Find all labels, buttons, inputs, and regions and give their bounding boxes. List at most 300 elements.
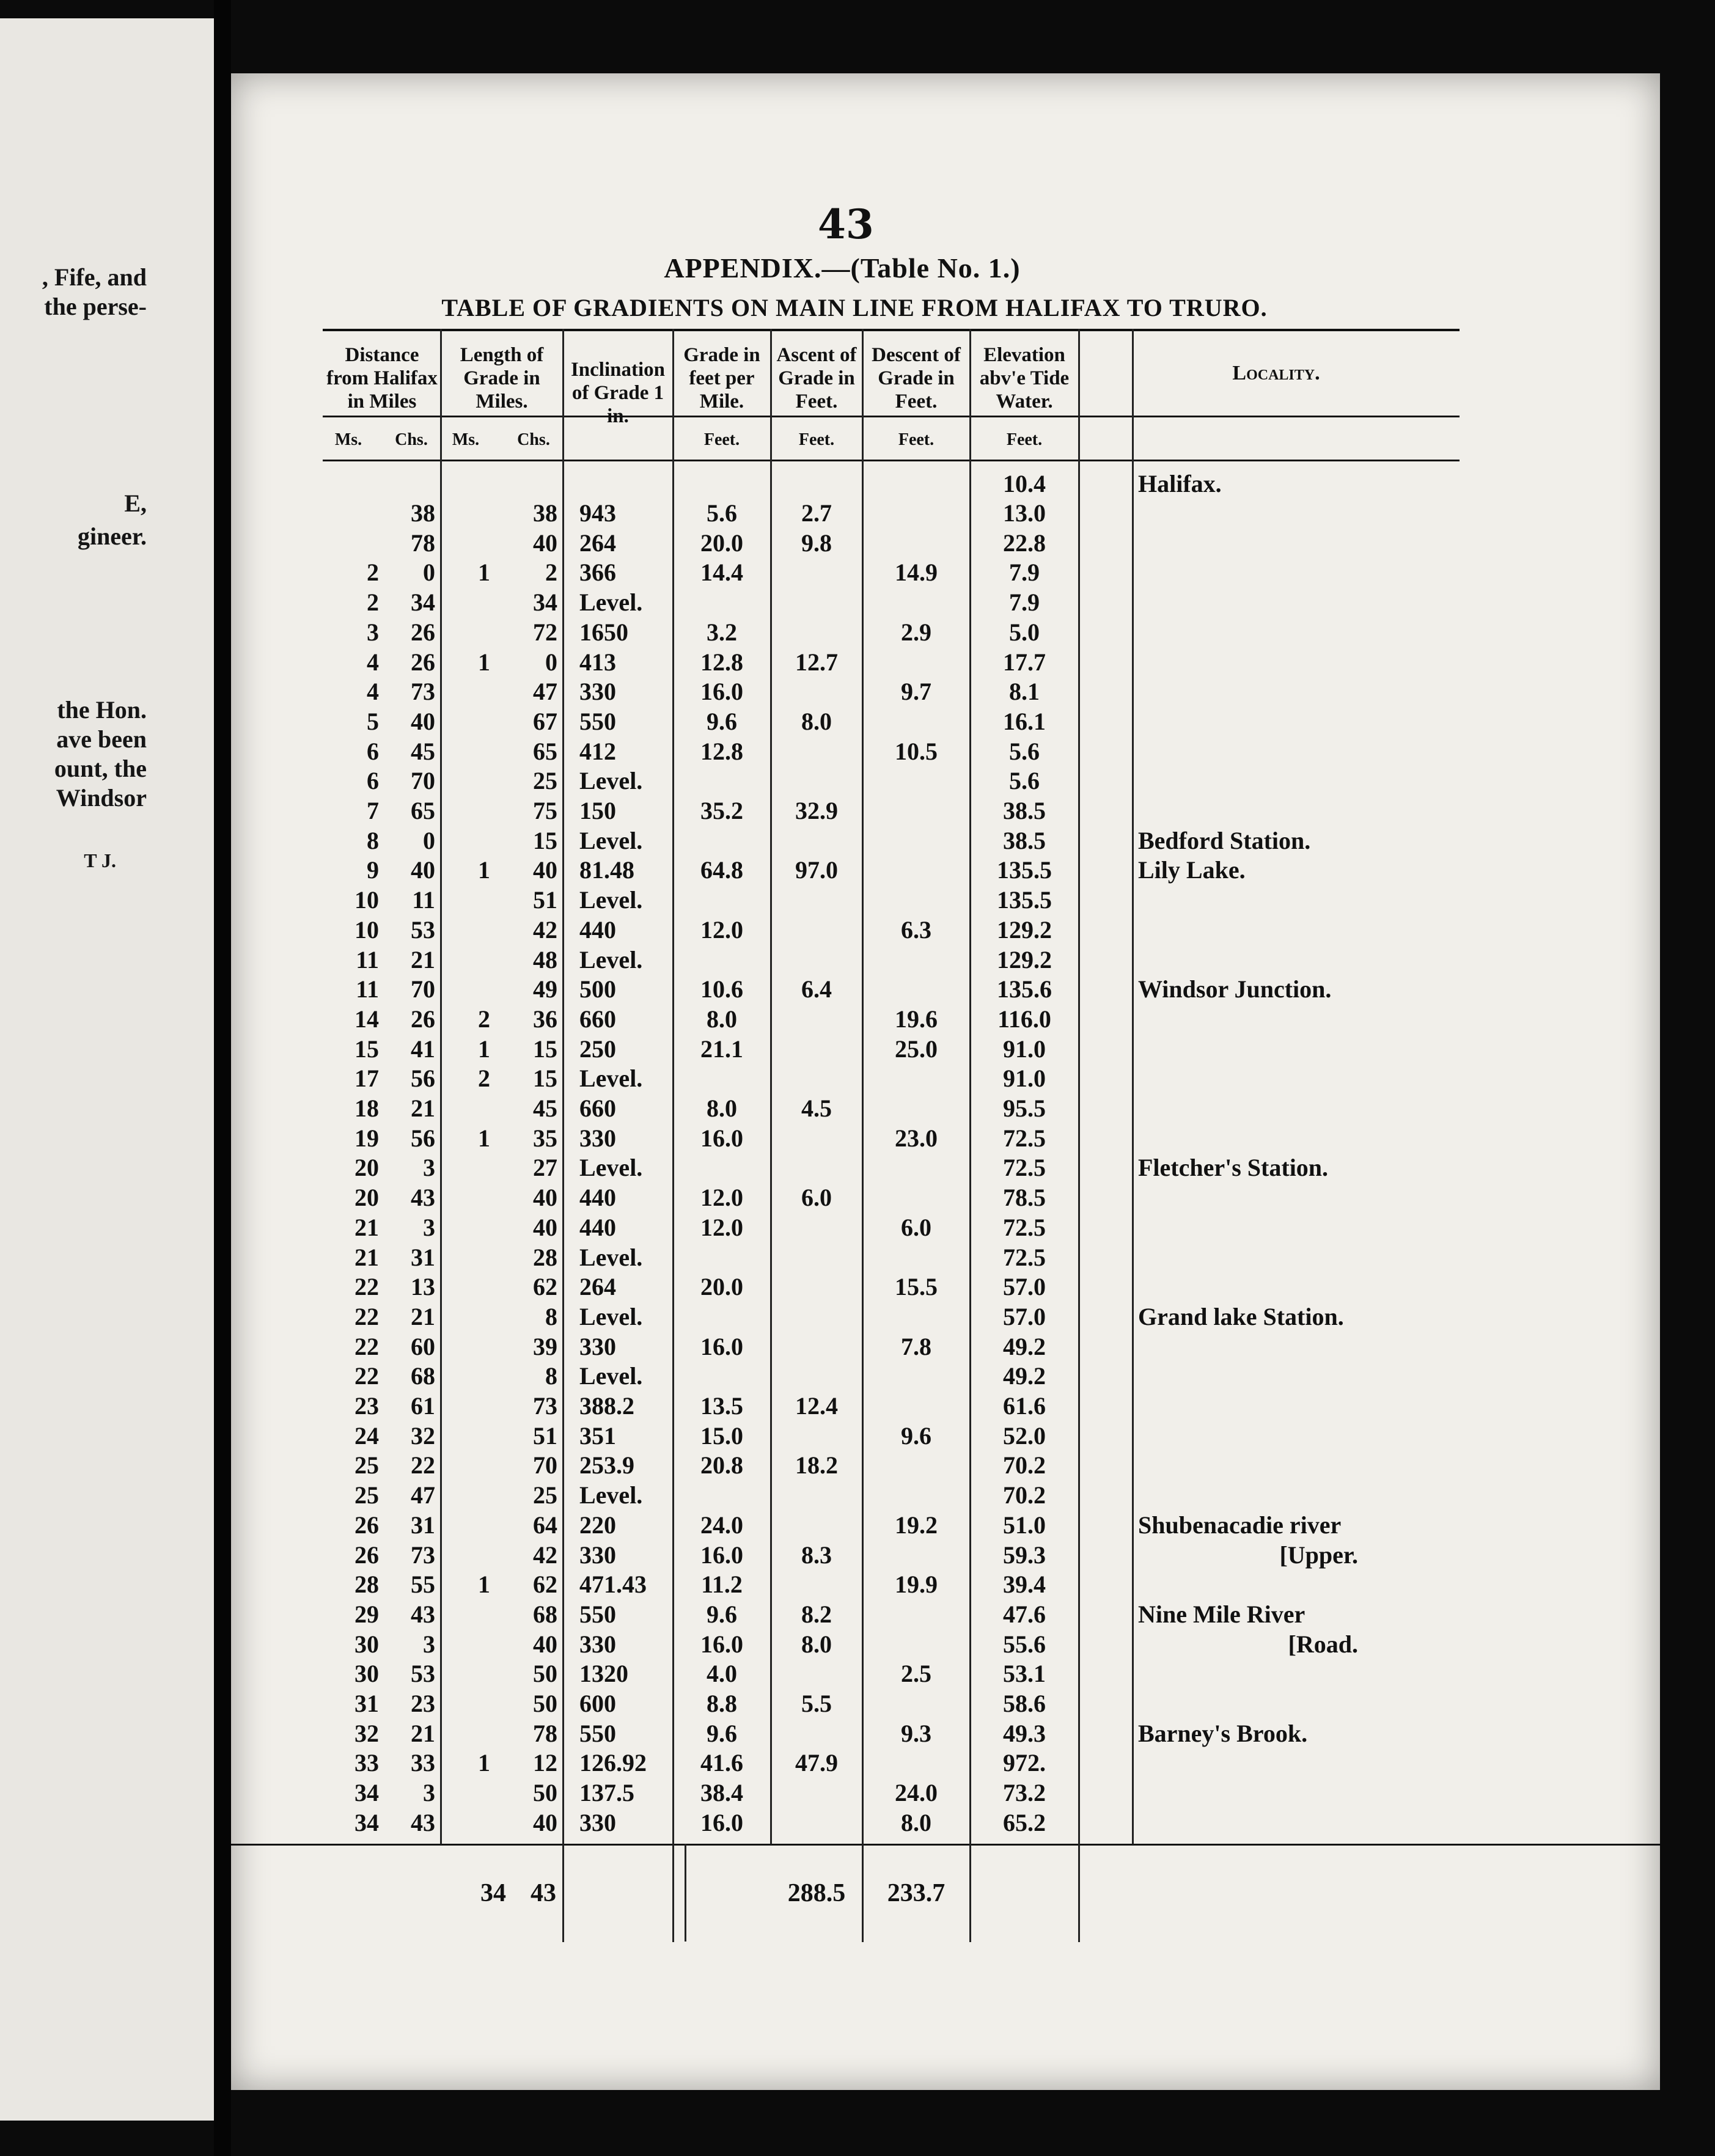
distance-chains: 45 <box>411 737 435 765</box>
total-length-miles: 34 <box>480 1879 506 1907</box>
grade-feet-per-mile: 15.0 <box>700 1421 743 1450</box>
elevation-feet: 39.4 <box>1003 1571 1046 1599</box>
distance-chains: 13 <box>411 1273 435 1301</box>
ascent-feet: 8.2 <box>801 1600 832 1628</box>
length-chains: 36 <box>533 1005 557 1033</box>
inclination: 126.92 <box>579 1749 647 1777</box>
distance-miles: 14 <box>354 1005 379 1033</box>
start-locality: Halifax. <box>1138 470 1222 497</box>
distance-miles: 10 <box>354 915 379 944</box>
grade-feet-per-mile: 16.0 <box>700 1541 743 1569</box>
distance-miles: 22 <box>354 1332 379 1360</box>
length-chains: 15 <box>533 1065 557 1093</box>
distance-chains: 3 <box>423 1154 435 1182</box>
length-chains: 49 <box>533 975 557 1003</box>
elevation-feet: 72.5 <box>1003 1213 1046 1241</box>
column-rule <box>1132 329 1134 1844</box>
distance-miles: 11 <box>356 945 379 974</box>
elevation-feet: 49.3 <box>1003 1719 1046 1747</box>
elevation-feet: 5.6 <box>1009 737 1040 765</box>
distance-chains: 73 <box>411 1541 435 1569</box>
elevation-feet: 22.8 <box>1003 529 1046 557</box>
elevation-feet: 38.5 <box>1003 797 1046 824</box>
distance-chains: 43 <box>411 1184 435 1212</box>
descent-feet: 19.6 <box>895 1005 938 1033</box>
grade-feet-per-mile: 20.8 <box>700 1451 743 1480</box>
grade-feet-per-mile: 12.0 <box>700 915 743 944</box>
length-miles: 2 <box>478 1065 490 1093</box>
distance-chains: 3 <box>423 1779 435 1807</box>
descent-feet: 23.0 <box>895 1124 938 1152</box>
descent-feet: 6.0 <box>901 1213 931 1241</box>
distance-miles: 6 <box>367 737 379 765</box>
elevation-feet: 65.2 <box>1003 1808 1046 1836</box>
grade-feet-per-mile: 14.4 <box>700 559 743 587</box>
elevation-feet: 135.6 <box>997 975 1052 1003</box>
inclination: 600 <box>579 1690 616 1717</box>
elevation-feet: 49.2 <box>1003 1332 1046 1360</box>
ascent-feet: 12.7 <box>795 648 838 676</box>
locality: Shubenacadie river <box>1138 1511 1342 1539</box>
grade-feet-per-mile: 16.0 <box>700 1808 743 1836</box>
locality: Fletcher's Station. <box>1138 1154 1329 1182</box>
grade-feet-per-mile: 5.6 <box>707 499 737 527</box>
descent-feet: 9.3 <box>901 1719 931 1747</box>
inclination: 660 <box>579 1005 616 1033</box>
distance-chains: 53 <box>411 915 435 944</box>
grade-feet-per-mile: 9.6 <box>707 1600 737 1628</box>
distance-chains: 21 <box>411 1302 435 1330</box>
grade-feet-per-mile: 9.6 <box>707 1719 737 1747</box>
distance-chains: 40 <box>411 856 435 884</box>
length-chains: 8 <box>545 1362 557 1390</box>
elevation-feet: 72.5 <box>1003 1154 1046 1182</box>
distance-miles: 20 <box>354 1154 379 1182</box>
distance-chains: 41 <box>411 1035 435 1063</box>
distance-chains: 22 <box>411 1451 435 1480</box>
distance-chains: 34 <box>411 588 435 617</box>
distance-miles: 32 <box>354 1719 379 1747</box>
inclination: 943 <box>579 499 616 527</box>
grade-feet-per-mile: 20.0 <box>700 1273 743 1301</box>
distance-miles: 25 <box>354 1481 379 1509</box>
distance-chains: 56 <box>411 1065 435 1093</box>
distance-miles: 4 <box>367 678 379 706</box>
length-chains: 25 <box>533 767 557 795</box>
descent-feet: 19.2 <box>895 1511 938 1539</box>
length-chains: 40 <box>533 1808 557 1836</box>
length-chains: 35 <box>533 1124 557 1152</box>
grade-feet-per-mile: 12.8 <box>700 648 743 676</box>
ascent-feet: 8.3 <box>801 1541 832 1569</box>
subheader-feet: Feet. <box>798 430 835 449</box>
locality: Bedford Station. <box>1138 826 1311 854</box>
distance-chains: 43 <box>411 1600 435 1628</box>
book-binding <box>214 0 231 2156</box>
subheader-miles: Ms. <box>334 430 362 449</box>
distance-miles: 21 <box>354 1243 379 1271</box>
subheader-chains: Chs. <box>395 430 428 449</box>
length-chains: 65 <box>533 737 557 765</box>
distance-chains: 61 <box>411 1392 435 1420</box>
header-descent: Descent of Grade in Feet. <box>872 344 961 413</box>
length-chains: 75 <box>533 797 557 824</box>
length-chains: 62 <box>533 1571 557 1599</box>
inclination: 330 <box>579 1124 616 1152</box>
locality: Lily Lake. <box>1138 856 1246 884</box>
left-text-fragment: Windsor <box>56 784 147 812</box>
grade-feet-per-mile: 8.0 <box>707 1005 737 1033</box>
distance-chains: 68 <box>411 1362 435 1390</box>
header-distance: Distance from Halifax in Miles <box>326 344 438 413</box>
length-miles: 2 <box>478 1005 490 1033</box>
ascent-feet: 18.2 <box>795 1451 838 1480</box>
distance-miles: 2 <box>367 588 379 617</box>
inclination: 330 <box>579 1332 616 1360</box>
grade-feet-per-mile: 20.0 <box>700 529 743 557</box>
distance-miles: 28 <box>354 1571 379 1599</box>
length-chains: 50 <box>533 1779 557 1807</box>
distance-chains: 21 <box>411 945 435 974</box>
elevation-feet: 52.0 <box>1003 1421 1046 1450</box>
distance-miles: 6 <box>367 767 379 795</box>
elevation-feet: 972. <box>1003 1749 1046 1777</box>
distance-miles: 22 <box>354 1273 379 1301</box>
descent-feet: 15.5 <box>895 1273 938 1301</box>
inclination: 550 <box>579 707 616 735</box>
header-locality: Locality. <box>1232 362 1320 384</box>
elevation-feet: 61.6 <box>1003 1392 1046 1420</box>
elevation-feet: 53.1 <box>1003 1660 1046 1688</box>
left-text-fragment: the perse- <box>44 293 147 320</box>
grade-feet-per-mile: 38.4 <box>700 1779 743 1807</box>
distance-miles: 4 <box>367 648 379 676</box>
elevation-feet: 51.0 <box>1003 1511 1046 1539</box>
previous-page-fragment <box>0 18 214 2121</box>
subheader-feet: Feet. <box>1006 430 1043 449</box>
left-text-fragment: the Hon. <box>57 696 147 724</box>
distance-miles: 23 <box>354 1392 379 1420</box>
distance-chains: 43 <box>411 1808 435 1836</box>
distance-chains: 60 <box>411 1332 435 1360</box>
distance-chains: 3 <box>423 1630 435 1658</box>
distance-miles: 10 <box>354 886 379 914</box>
grade-feet-per-mile: 9.6 <box>707 707 737 735</box>
length-chains: 78 <box>533 1719 557 1747</box>
length-chains: 40 <box>533 1184 557 1212</box>
distance-miles: 30 <box>354 1630 379 1658</box>
length-chains: 68 <box>533 1600 557 1628</box>
distance-chains: 65 <box>411 797 435 824</box>
elevation-feet: 135.5 <box>997 856 1052 884</box>
elevation-feet: 70.2 <box>1003 1451 1046 1480</box>
length-chains: 15 <box>533 1035 557 1063</box>
distance-miles: 34 <box>354 1808 379 1836</box>
inclination: 330 <box>579 1630 616 1658</box>
inclination: 550 <box>579 1719 616 1747</box>
length-chains: 38 <box>533 499 557 527</box>
length-chains: 42 <box>533 915 557 944</box>
descent-feet: 9.6 <box>901 1421 931 1450</box>
ascent-feet: 47.9 <box>795 1749 838 1777</box>
distance-chains: 31 <box>411 1511 435 1539</box>
length-chains: 67 <box>533 707 557 735</box>
length-chains: 8 <box>545 1302 557 1330</box>
distance-chains: 21 <box>411 1094 435 1122</box>
elevation-feet: 58.6 <box>1003 1690 1046 1717</box>
locality: Barney's Brook. <box>1138 1719 1308 1747</box>
length-chains: 50 <box>533 1690 557 1717</box>
total-descent: 233.7 <box>887 1879 946 1907</box>
length-chains: 27 <box>533 1154 557 1182</box>
grade-feet-per-mile: 3.2 <box>707 618 737 646</box>
distance-chains: 26 <box>411 648 435 676</box>
ascent-feet: 12.4 <box>795 1392 838 1420</box>
elevation-feet: 55.6 <box>1003 1630 1046 1658</box>
inclination: 250 <box>579 1035 616 1063</box>
distance-chains: 26 <box>411 1005 435 1033</box>
locality: [Upper. <box>1279 1541 1358 1569</box>
distance-miles: 22 <box>354 1302 379 1330</box>
page-number: 43 <box>818 200 874 248</box>
grade-feet-per-mile: 16.0 <box>700 678 743 706</box>
column-rule <box>1078 329 1080 1942</box>
distance-miles: 11 <box>356 975 379 1003</box>
table-top-rule <box>323 329 1460 331</box>
distance-miles: 20 <box>354 1184 379 1212</box>
distance-miles: 15 <box>354 1035 379 1063</box>
grade-feet-per-mile: 8.0 <box>707 1094 737 1122</box>
distance-miles: 7 <box>367 797 379 824</box>
inclination: 440 <box>579 915 616 944</box>
left-text-fragment: ount, the <box>54 755 147 782</box>
header-ascent: Ascent of Grade in Feet. <box>776 344 857 413</box>
inclination: 330 <box>579 1808 616 1836</box>
inclination: 81.48 <box>579 856 634 884</box>
grade-feet-per-mile: 16.0 <box>700 1332 743 1360</box>
distance-miles: 17 <box>354 1065 379 1093</box>
distance-chains: 11 <box>412 886 435 914</box>
inclination: Level. <box>579 945 643 974</box>
distance-chains: 0 <box>423 559 435 587</box>
grade-feet-per-mile: 21.1 <box>700 1035 743 1063</box>
length-chains: 40 <box>533 856 557 884</box>
elevation-feet: 72.5 <box>1003 1243 1046 1271</box>
inclination: 351 <box>579 1421 616 1450</box>
ascent-feet: 4.5 <box>801 1094 832 1122</box>
inclination: 1650 <box>579 618 628 646</box>
grade-feet-per-mile: 24.0 <box>700 1511 743 1539</box>
elevation-feet: 7.9 <box>1009 588 1040 617</box>
subheader-chains: Chs. <box>517 430 550 449</box>
ascent-feet: 8.0 <box>801 707 832 735</box>
locality: Grand lake Station. <box>1138 1302 1344 1330</box>
distance-miles: 21 <box>354 1213 379 1241</box>
length-chains: 15 <box>533 826 557 854</box>
descent-feet: 24.0 <box>895 1779 938 1807</box>
grade-feet-per-mile: 10.6 <box>700 975 743 1003</box>
inclination: Level. <box>579 1243 643 1271</box>
distance-chains: 21 <box>411 1719 435 1747</box>
length-chains: 73 <box>533 1392 557 1420</box>
distance-miles: 3 <box>367 618 379 646</box>
distance-miles: 26 <box>354 1511 379 1539</box>
ascent-feet: 97.0 <box>795 856 838 884</box>
distance-chains: 70 <box>411 767 435 795</box>
length-chains: 12 <box>533 1749 557 1777</box>
descent-feet: 10.5 <box>895 737 938 765</box>
length-miles: 1 <box>478 1035 490 1063</box>
distance-miles: 18 <box>354 1094 379 1122</box>
descent-feet: 14.9 <box>895 559 938 587</box>
inclination: Level. <box>579 1481 643 1509</box>
elevation-feet: 47.6 <box>1003 1600 1046 1628</box>
inclination: 1320 <box>579 1660 628 1688</box>
header-elevation: Elevation abv'e Tide Water. <box>979 344 1070 413</box>
elevation-feet: 95.5 <box>1003 1094 1046 1122</box>
inclination: 440 <box>579 1213 616 1241</box>
distance-miles: 2 <box>367 559 379 587</box>
inclination: 388.2 <box>579 1392 634 1420</box>
distance-chains: 33 <box>411 1749 435 1777</box>
inclination: Level. <box>579 1154 643 1182</box>
length-chains: 42 <box>533 1541 557 1569</box>
locality: [Road. <box>1288 1630 1358 1658</box>
length-miles: 1 <box>478 1571 490 1599</box>
inclination: 550 <box>579 1600 616 1628</box>
length-chains: 48 <box>533 945 557 974</box>
distance-miles: 29 <box>354 1600 379 1628</box>
left-text-fragment: , Fife, and <box>42 263 147 291</box>
locality: Windsor Junction. <box>1138 975 1332 1003</box>
inclination: 150 <box>579 797 616 824</box>
length-chains: 34 <box>533 588 557 617</box>
grade-feet-per-mile: 16.0 <box>700 1630 743 1658</box>
elevation-feet: 17.7 <box>1003 648 1046 676</box>
elevation-feet: 91.0 <box>1003 1035 1046 1063</box>
ascent-feet: 32.9 <box>795 797 838 824</box>
descent-feet: 2.9 <box>901 618 931 646</box>
ascent-feet: 2.7 <box>801 499 832 527</box>
distance-chains: 23 <box>411 1690 435 1717</box>
distance-miles: 24 <box>354 1421 379 1450</box>
distance-chains: 78 <box>411 529 435 557</box>
distance-chains: 40 <box>411 707 435 735</box>
length-miles: 1 <box>478 559 490 587</box>
subheader-feet: Feet. <box>703 430 740 449</box>
distance-chains: 31 <box>411 1243 435 1271</box>
header-grade: Grade in feet per Mile. <box>683 344 760 413</box>
length-chains: 40 <box>533 529 557 557</box>
distance-chains: 55 <box>411 1571 435 1599</box>
subheader-miles: Ms. <box>452 430 480 449</box>
elevation-feet: 78.5 <box>1003 1184 1046 1212</box>
elevation-feet: 91.0 <box>1003 1065 1046 1093</box>
total-ascent: 288.5 <box>787 1879 846 1907</box>
grade-feet-per-mile: 13.5 <box>700 1392 743 1420</box>
inclination: 330 <box>579 1541 616 1569</box>
descent-feet: 8.0 <box>901 1808 931 1836</box>
ascent-feet: 6.4 <box>801 975 832 1003</box>
inclination: 264 <box>579 529 616 557</box>
inclination: 471.43 <box>579 1571 647 1599</box>
descent-feet: 7.8 <box>901 1332 931 1360</box>
distance-chains: 56 <box>411 1124 435 1152</box>
elevation-feet: 59.3 <box>1003 1541 1046 1569</box>
length-miles: 1 <box>478 648 490 676</box>
descent-feet: 6.3 <box>901 915 931 944</box>
descent-feet: 19.9 <box>895 1571 938 1599</box>
total-length-chains: 43 <box>531 1879 556 1907</box>
elevation-feet: 16.1 <box>1003 707 1046 735</box>
grade-feet-per-mile: 4.0 <box>707 1660 737 1688</box>
header-length: Length of Grade in Miles. <box>460 344 544 413</box>
descent-feet: 9.7 <box>901 678 931 706</box>
inclination: 412 <box>579 737 616 765</box>
inclination: 440 <box>579 1184 616 1212</box>
length-chains: 0 <box>545 648 557 676</box>
distance-chains: 26 <box>411 618 435 646</box>
elevation-feet: 129.2 <box>997 915 1052 944</box>
ascent-feet: 6.0 <box>801 1184 832 1212</box>
distance-miles: 30 <box>354 1660 379 1688</box>
inclination: Level. <box>579 767 643 795</box>
distance-miles: 19 <box>354 1124 379 1152</box>
length-chains: 64 <box>533 1511 557 1539</box>
elevation-feet: 57.0 <box>1003 1273 1046 1301</box>
elevation-feet: 38.5 <box>1003 826 1046 854</box>
distance-chains: 53 <box>411 1660 435 1688</box>
grade-feet-per-mile: 35.2 <box>700 797 743 824</box>
distance-chains: 0 <box>423 826 435 854</box>
length-chains: 25 <box>533 1481 557 1509</box>
appendix-title: APPENDIX.—(Table No. 1.) <box>664 252 1021 284</box>
column-rule <box>685 1844 686 1942</box>
distance-miles: 26 <box>354 1541 379 1569</box>
grade-feet-per-mile: 41.6 <box>700 1749 743 1777</box>
elevation-feet: 5.0 <box>1009 618 1040 646</box>
grade-feet-per-mile: 11.2 <box>701 1571 743 1599</box>
elevation-feet: 13.0 <box>1003 499 1046 527</box>
length-chains: 39 <box>533 1332 557 1360</box>
length-chains: 40 <box>533 1213 557 1241</box>
start-elevation: 10.4 <box>1003 470 1046 497</box>
elevation-feet: 135.5 <box>997 886 1052 914</box>
left-text-fragment: E, <box>124 490 147 517</box>
ascent-feet: 8.0 <box>801 1630 832 1658</box>
left-text-fragment: T J. <box>84 849 116 871</box>
inclination: Level. <box>579 826 643 854</box>
distance-chains: 38 <box>411 499 435 527</box>
grade-feet-per-mile: 12.0 <box>700 1184 743 1212</box>
length-chains: 28 <box>533 1243 557 1271</box>
inclination: 253.9 <box>579 1451 634 1480</box>
header-rule <box>323 416 1460 417</box>
length-chains: 45 <box>533 1094 557 1122</box>
distance-miles: 9 <box>367 856 379 884</box>
distance-chains: 32 <box>411 1421 435 1450</box>
length-miles: 1 <box>478 1749 490 1777</box>
left-text-fragment: ave been <box>56 725 147 753</box>
inclination: Level. <box>579 1065 643 1093</box>
descent-feet: 25.0 <box>895 1035 938 1063</box>
inclination: 366 <box>579 559 616 587</box>
inclination: 660 <box>579 1094 616 1122</box>
length-chains: 70 <box>533 1451 557 1480</box>
length-chains: 51 <box>533 886 557 914</box>
grade-feet-per-mile: 16.0 <box>700 1124 743 1152</box>
length-chains: 62 <box>533 1273 557 1301</box>
